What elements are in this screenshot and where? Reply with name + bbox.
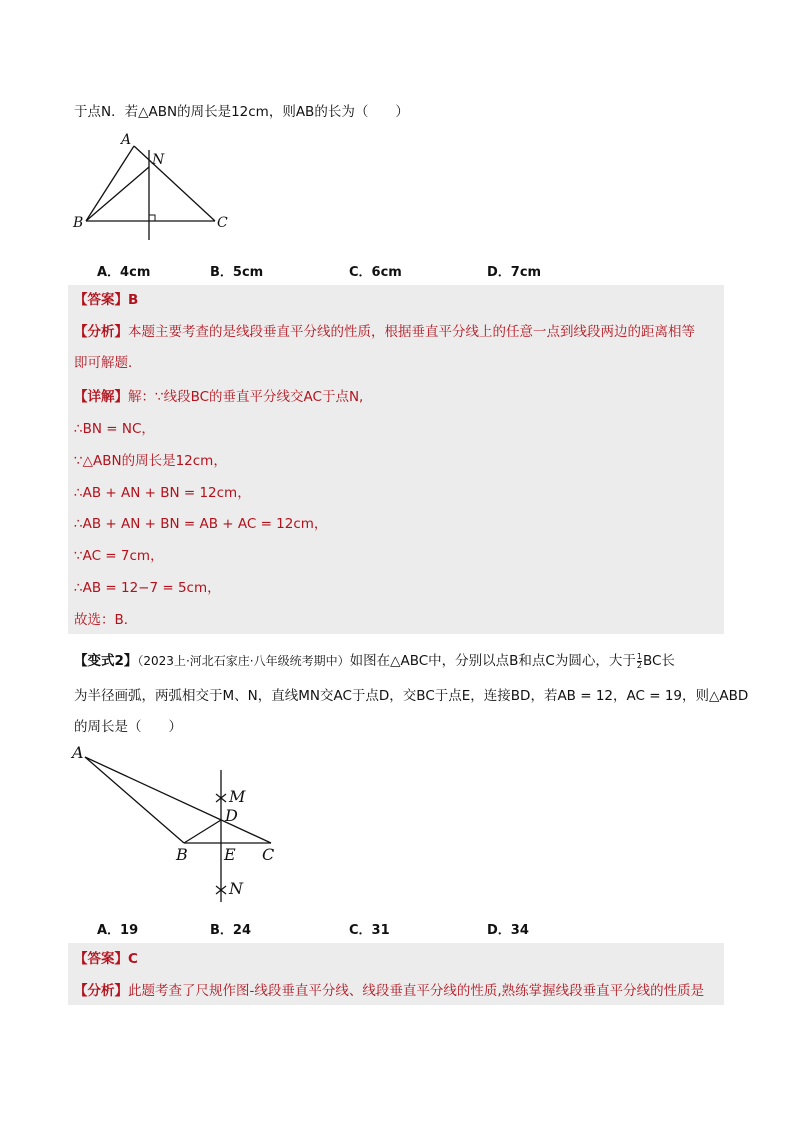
q2-stem-line-1: 【变式2】（2023上·河北石家庄·八年级统考期中）如图在△ABC中，分别以点B和点C为圆心，大于 $\frac{1}{2}$ BC长: [74, 651, 675, 670]
q2-analysis: 【分析】此题考查了尺规作图-线段垂直平分线、线段垂直平分线的性质,熟练掌握线段垂直平分线的性质是: [74, 983, 705, 999]
q1-step-6: ∴AB = 12−7 = 5cm，: [74, 580, 221, 596]
q1-option-a: A．4cm: [97, 265, 151, 280]
q1-analysis: 【分析】本题主要考查的是线段垂直平分线的性质，根据垂直平分线上的任意一点到线段两边的距离相等: [74, 324, 695, 340]
q1-option-d: D．7cm: [487, 265, 542, 280]
label-m: M: [229, 787, 246, 806]
q2-stem-line-2: 为半径画弧，两弧相交于M、N，直线MN交AC于点D，交BC于点E，连接BD，若AB = 12，AC = 19，则△ABD: [74, 688, 749, 704]
q1-answer: 【答案】B: [74, 292, 139, 308]
label-n: N: [152, 152, 165, 168]
label-n: N: [229, 879, 243, 898]
q2-option-a: A．19: [97, 923, 139, 938]
q1-step-3: ∴AB + AN + BN = 12cm，: [74, 485, 251, 501]
label-d: D: [225, 806, 238, 825]
q2-answer: 【答案】C: [74, 951, 138, 967]
q1-choose: 故选：B．: [74, 612, 138, 628]
label-b: B: [176, 845, 188, 864]
q2-stem-line-3: 的周长是（ ）: [74, 719, 182, 735]
q1-step-1: ∴BN = NC，: [74, 421, 155, 437]
q2-construction-figure: [70, 740, 310, 900]
label-c: C: [262, 845, 275, 864]
q1-detail: 【详解】解：∵线段BC的垂直平分线交AC于点N,: [74, 389, 364, 405]
q1-step-2: ∵△ABN的周长是12cm，: [74, 453, 227, 469]
label-c: C: [217, 215, 228, 231]
fraction-one-half: $\frac{1}{2}$: [636, 651, 642, 670]
q1-option-c: C．6cm: [349, 265, 402, 280]
q1-triangle-figure: [70, 130, 270, 250]
q1-step-4: ∴AB + AN + BN = AB + AC = 12cm，: [74, 516, 328, 532]
q2-option-d: D．34: [487, 923, 529, 938]
label-e: E: [224, 845, 236, 864]
q1-analysis-cont: 即可解题．: [74, 355, 142, 371]
label-b: B: [73, 215, 84, 231]
q2-option-c: C．31: [349, 923, 390, 938]
q2-option-b: B．24: [210, 923, 251, 938]
label-a: A: [121, 132, 132, 148]
q1-stem: 于点N．若△ABN的周长是12cm，则AB的长为（ ）: [74, 104, 409, 120]
label-a: A: [72, 743, 84, 762]
q1-step-5: ∵AC = 7cm，: [74, 548, 164, 564]
q1-option-b: B．5cm: [210, 265, 264, 280]
